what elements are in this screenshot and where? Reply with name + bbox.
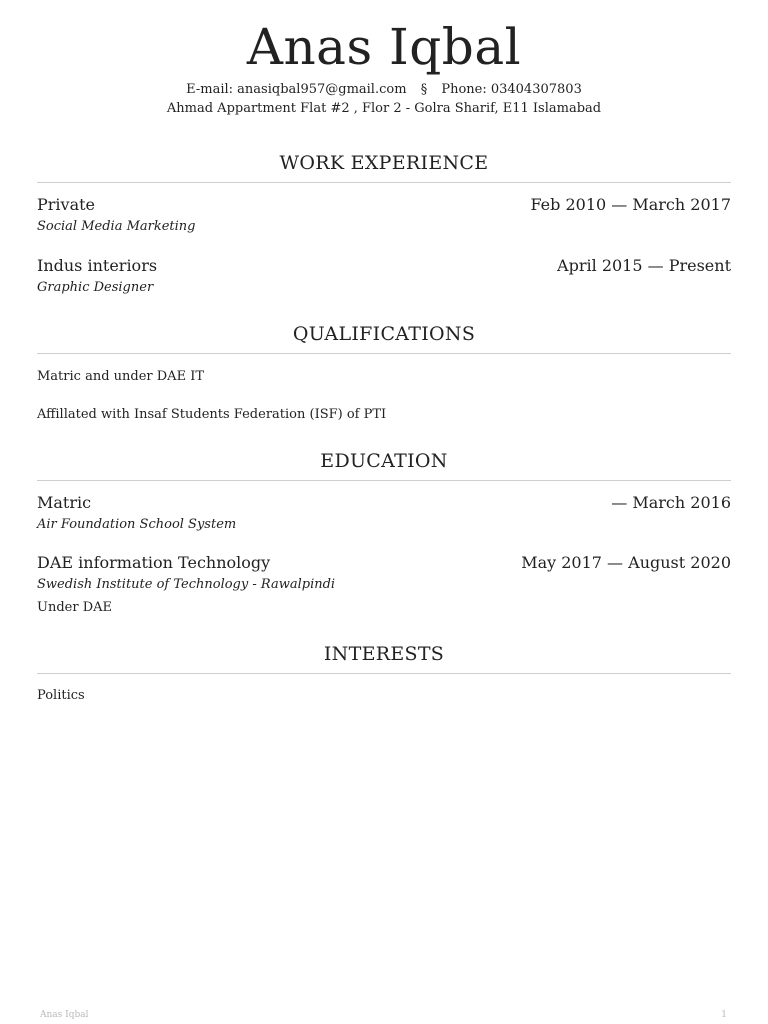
education-entry-header: [37, 492, 731, 514]
contact-block: [37, 80, 731, 118]
section-title-work-experience: WORK EXPERIENCE: [37, 151, 731, 183]
work-org: Private: [37, 195, 96, 214]
work-experience-section: [37, 151, 731, 297]
work-entry: [37, 194, 731, 236]
education-degree: DAE information Technology: [37, 553, 271, 572]
qualification-item: Matric and under DAE IT: [37, 369, 204, 384]
work-dates: April 2015 — Present: [557, 256, 731, 275]
work-entry: [37, 255, 731, 297]
education-school: Air Foundation School System: [37, 517, 237, 532]
qualifications-section: [37, 322, 731, 424]
education-school: Swedish Institute of Technology - Rawalpindi: [37, 577, 336, 592]
education-dates: — March 2016: [611, 493, 731, 512]
education-entry-header: [37, 552, 731, 574]
work-dates: Feb 2010 — March 2017: [530, 195, 731, 214]
email-text: E-mail: anasiqbal957@gmail.com: [186, 82, 407, 97]
interest-item: Politics: [37, 688, 85, 703]
work-entry-header: [37, 255, 731, 277]
education-note: Under DAE: [37, 600, 112, 615]
education-dates: May 2017 — August 2020: [521, 553, 731, 572]
phone-text: Phone: 03404307803: [441, 82, 582, 97]
section-title-education: EDUCATION: [37, 449, 731, 481]
interests-section: [37, 642, 731, 705]
work-role: Social Media Marketing: [37, 219, 196, 234]
resume-name: Anas Iqbal: [246, 18, 522, 76]
contact-line: [37, 80, 731, 99]
qualification-item: Affillated with Insaf Students Federation (ISF) of PTI: [37, 407, 387, 422]
section-title-qualifications: QUALIFICATIONS: [37, 322, 731, 354]
section-title-interests: INTERESTS: [37, 642, 731, 674]
resume-page: [37, 0, 731, 705]
education-section: [37, 449, 731, 617]
address-text: Ahmad Appartment Flat #2 , Flor 2 - Golra Sharif, E11 Islamabad: [166, 101, 602, 116]
footer-page-number: 1: [721, 1010, 727, 1020]
work-role: Graphic Designer: [37, 280, 154, 295]
education-entry: [37, 552, 731, 617]
education-entry: [37, 492, 731, 534]
section-sign-separator: §: [420, 82, 428, 97]
footer-name: Anas Iqbal: [40, 1010, 89, 1020]
work-entry-header: [37, 194, 731, 216]
work-org: Indus interiors: [37, 256, 158, 275]
education-degree: Matric: [37, 493, 92, 512]
